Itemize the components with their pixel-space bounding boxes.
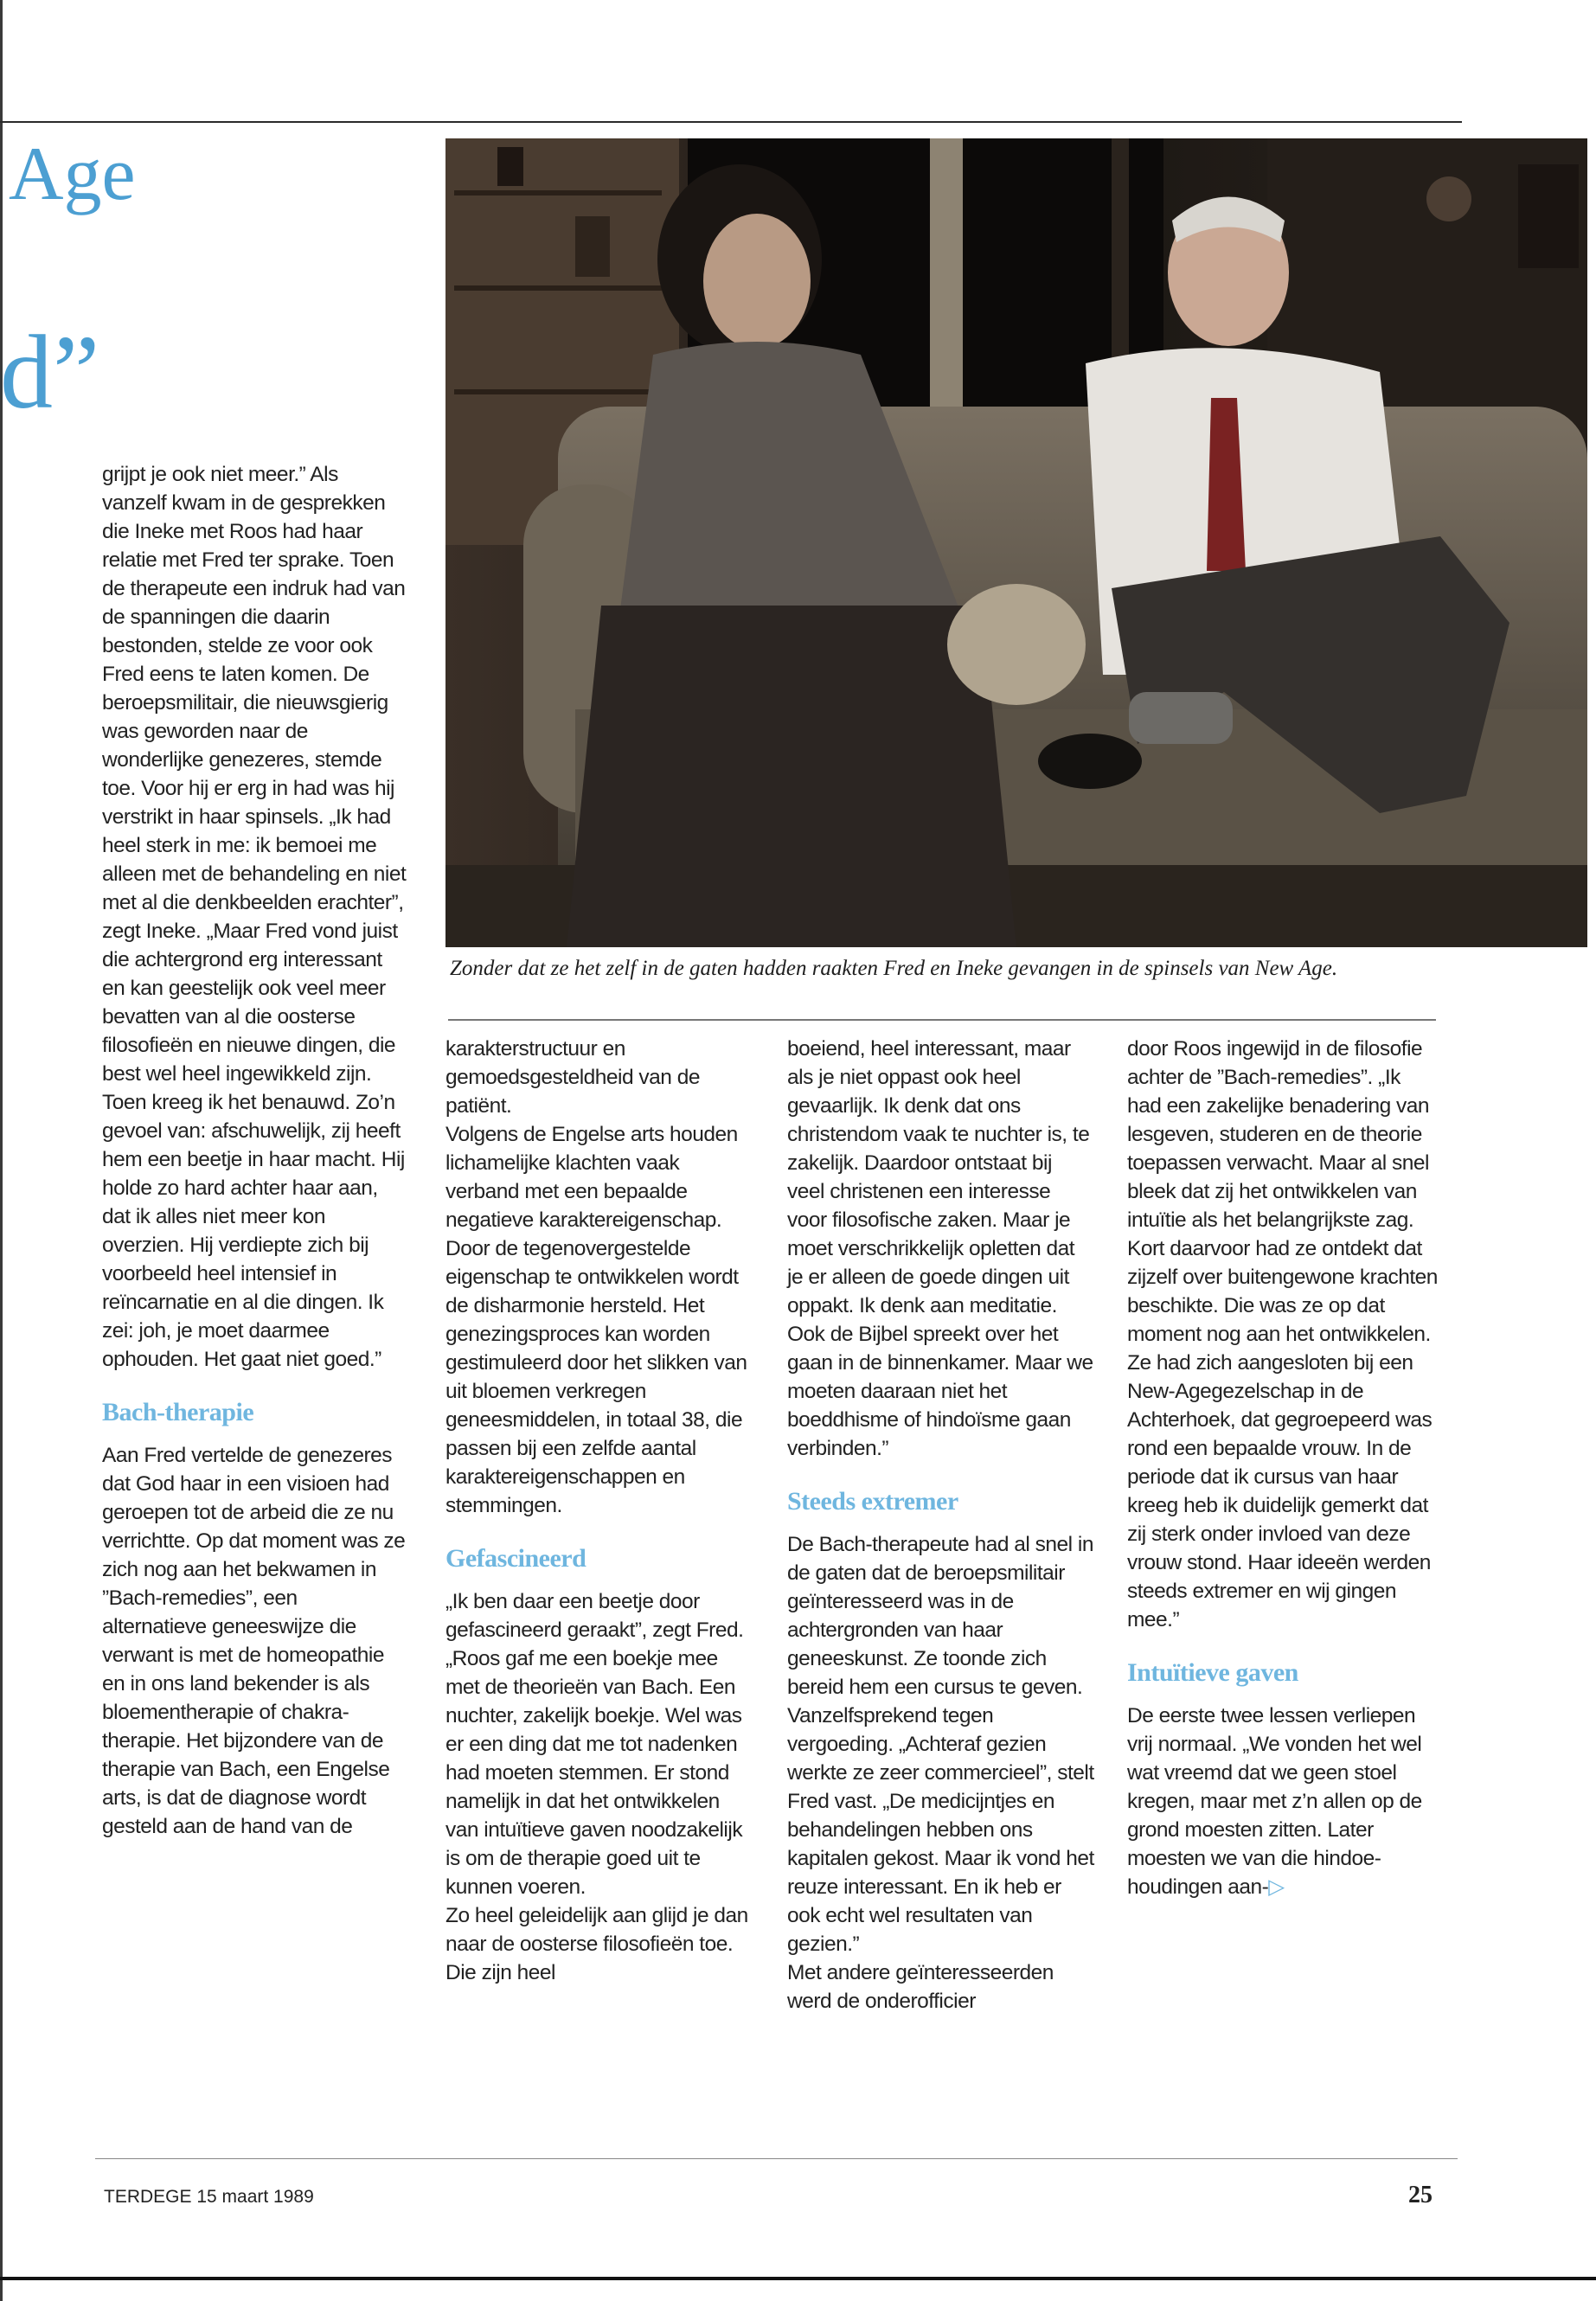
caption-rule bbox=[448, 1019, 1436, 1021]
page-number: 25 bbox=[1408, 2182, 1433, 2208]
headline-word-fragment: Age bbox=[9, 132, 136, 216]
article-column-4 bbox=[1127, 1035, 1439, 1901]
subheading-intuitieve-gaven: Intuïtieve gaven bbox=[1127, 1658, 1298, 1687]
bottom-edge-rule bbox=[0, 2277, 1596, 2280]
photo-caption: Zonder dat ze het zelf in de gaten hadden raakten Fred en Ineke gevangen in de spinsels van New Age. bbox=[450, 957, 1338, 980]
column-2-paragraph: Zo heel geleidelijk aan glijd je dan naar de oosterse filosofieën toe. Die zijn heel bbox=[445, 1904, 748, 1984]
top-rule bbox=[0, 121, 1462, 123]
column-2-paragraph: Volgens de Engelse arts houden lichamelijke klachten vaak verband met een bepaalde negatieve karaktereigenschap. Door de tegenovergestelde eigenschap te ontwikkelen wordt de disharmonie hersteld. Het genezingsproces kan worden gestimuleerd door het slikken van uit bloemen verkregen geneesmiddelen, in totaal 38, die passen bij een zelfde aantal karaktereigenschappen en stemmingen. bbox=[445, 1123, 747, 1517]
subheading-gefascineerd: Gefascineerd bbox=[445, 1544, 586, 1573]
column-4-paragraph: Kort daarvoor had ze ontdekt dat zijzelf over buitengewone krachten beschikte. Die was ze op dat moment nog aan het ontwikkelen. Ze had zich aangesloten bij een New-Agegezelschap in de Achterhoek, dat gegroepeerd was rond een bepaalde vrouw. In de periode dat ik cursus van haar kreeg heb ik duidelijk gemerkt dat zij sterk onder invloed van deze vrouw stond. Haar ideeën werden steeds extremer en wij gingen mee.” bbox=[1127, 1237, 1438, 1631]
column-3-paragraph: Met andere geïnteresseerden werd de onderofficier bbox=[787, 1961, 1054, 2013]
footer-rule bbox=[95, 2158, 1458, 2159]
headline-quote-fragment: d” bbox=[0, 314, 100, 431]
article-column-1 bbox=[102, 460, 407, 1841]
column-4-paragraph: door Roos ingewijd in de filosofie achter de ”Bach-remedies”. „Ik had een zakelijke benadering van lesgeven, studeren en de theorie toepassen verwacht. Maar al snel bleek dat zij het ontwikkelen van intuïtie als het belangrijkste zag. bbox=[1127, 1037, 1430, 1232]
subheading-steeds-extremer: Steeds extremer bbox=[787, 1487, 958, 1516]
column-1-paragraph: grijpt je ook niet meer.” Als vanzelf kwam in de gesprekken die Ineke met Roos had haar relatie met Fred ter sprake. Toen de therapeute een indruk had van de spanningen die daarin bestonden, stelde ze voor ook Fred eens te laten komen. De beroepsmilitair, die nieuwsgierig was geworden naar de wonderlijke genezeres, stemde toe. Voor hij er erg in had was hij verstrikt in haar spinsels. „Ik had heel sterk in me: ik bemoei me alleen met de behandeling en niet met al die denkbeelden erachter”, zegt Ineke. „Maar Fred vond juist die achtergrond erg interessant en kan geestelijk ook veel meer bevatten van al die oosterse filosofieën en nieuwe dingen, die best wel heel ingewikkeld zijn. Toen kreeg ik het benauwd. Zo’n gevoel van: afschuwelijk, zij heeft hem een beetje in haar macht. Hij holde zo hard achter haar aan, dat ik alles niet meer kon overzien. Hij verdiepte zich bij voorbeeld heel intensief in reïncarnatie en al die dingen. Ik zei: joh, je moet daarmee ophouden. Het gaat niet goed.” bbox=[102, 463, 407, 1371]
column-3-paragraph: boeiend, heel interessant, maar als je niet oppast ook heel gevaarlijk. Ik denk dat ons christendom vaak te nuchter is, te zakelijk. Daardoor ontstaat bij veel christenen een interesse voor filosofische zaken. Maar je moet verschrikkelijk opletten dat je er alleen de goede dingen uit oppakt. Ik denk aan meditatie. Ook de Bijbel spreekt over het gaan in de binnenkamer. Maar we moeten daaraan niet het boeddhisme of hindoïsme gaan verbinden.” bbox=[787, 1037, 1093, 1460]
column-4-paragraph bbox=[1127, 1702, 1439, 1901]
column-1-paragraph: Aan Fred vertelde de genezeres dat God haar in een visioen had geroepen tot de arbeid die ze nu verrichtte. Op dat moment was ze zich nog aan het bekwamen in ”Bach-remedies”, een alternatieve geneeswijze die verwant is met de homeopathie en in ons land bekender is als bloementherapie of chakra-therapie. Het bijzondere van de therapie van Bach, een Engelse arts, is dat de diagnose wordt gesteld aan de hand van de bbox=[102, 1444, 406, 1838]
column-4-last-text: De eerste twee lessen verliepen vrij normaal. „We vonden het wel wat vreemd dat we geen stoel kregen, maar met z’n allen op de grond moesten zitten. Later moesten we van die hindoe-houdingen aan- bbox=[1127, 1704, 1422, 1899]
column-2-paragraph: karakterstructuur en gemoedsgesteldheid van de patiënt. bbox=[445, 1037, 700, 1118]
subheading-bach-therapie: Bach-therapie bbox=[102, 1398, 254, 1426]
article-column-3 bbox=[787, 1035, 1094, 2016]
publication-footer: TERDEGE 15 maart 1989 bbox=[104, 2187, 314, 2207]
column-3-paragraph: De Bach-therapeute had al snel in de gaten dat de beroepsmilitair geïnteresseerd was in de achtergronden van haar geneeskunst. Ze toonde zich bereid hem een cursus te geven. Vanzelfsprekend tegen vergoeding. „Achteraf gezien werkte ze zeer commercieel”, stelt Fred vast. „De medicijntjes en behandelingen hebben ons kapitalen gekost. Maar ik vond het reuze interessant. En ik heb er ook echt wel resultaten van gezien.” bbox=[787, 1533, 1094, 1956]
article-column-2 bbox=[445, 1035, 753, 1987]
article-photo bbox=[445, 138, 1587, 947]
continue-arrow-icon: ▷ bbox=[1268, 1875, 1285, 1899]
column-2-paragraph: „Ik ben daar een beetje door gefascineerd geraakt”, zegt Fred. „Roos gaf me een boekje mee met de theorieën van Bach. Een nuchter, zakelijk boekje. Wel was er een ding dat me tot nadenken had moeten stemmen. Er stond namelijk in dat het ontwikkelen van intuïtieve gaven noodzakelijk is om de therapie goed uit te kunnen voeren. bbox=[445, 1590, 744, 1899]
